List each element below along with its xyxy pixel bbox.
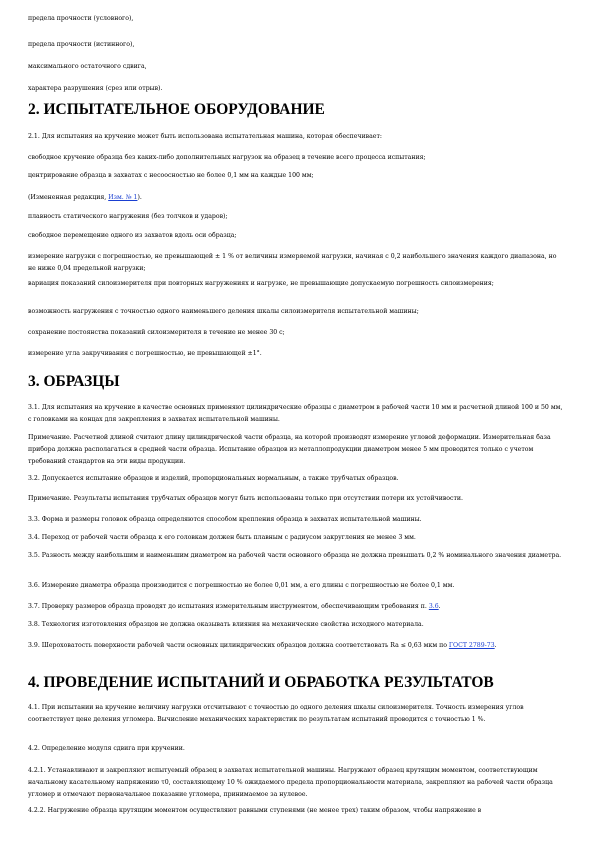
paragraph-text: ). [137, 194, 142, 201]
section-heading: 4. ПРОВЕДЕНИЕ ИСПЫТАНИЙ И ОБРАБОТКА РЕЗУЛЬТАТОВ [28, 674, 494, 691]
paragraph: 3.5. Разность между наибольшим и наименьшим диаметром на рабочей части основного образца не должна превышать 0,2 % номинального значения диаметра. [28, 552, 562, 559]
paragraph-text: . [438, 603, 441, 610]
paragraph: 3.3. Форма и размеры головок образца определяются способом крепления образца в захватах испытательной машины. [28, 516, 422, 523]
list-line: характера разрушения (срез или отрыв). [28, 85, 163, 92]
list-line: предела прочности (условного), [28, 15, 134, 22]
paragraph: центрирование образца в захватах с несоосностью не более 0,1 мм на каждые 100 мм; [28, 172, 314, 179]
paragraph: 3.1. Для испытания на кручение в качестве основных применяют цилиндрические образцы с диаметром в рабочей части 10 мм и расчетной длиной 100 и 50 мм, с головками на концах для закрепления в захватах испытательной машины. [28, 404, 563, 423]
paragraph: 3.6. Измерение диаметра образца производится с погрешностью не более 0,01 мм, а его длины с погрешностью не более 0,1 мм. [28, 582, 455, 589]
paragraph: 4.2. Определение модуля сдвига при кручении. [28, 745, 185, 752]
clause-link[interactable]: 3.6 [428, 603, 439, 610]
paragraph: 3.2. Допускается испытание образцов и изделий, пропорциональных нормальным, а также трубчатых образцов. [28, 475, 399, 482]
paragraph [28, 640, 566, 652]
paragraph: 4.2.2. Нагружение образца крутящим моментом осуществляют равными ступенями (не менее трех) таким образом, чтобы напряжение в [28, 807, 482, 814]
paragraph: 3.8. Технология изготовления образцов не должна оказывать влияния на механические свойства исходного материала. [28, 621, 424, 628]
section-heading: 2. ИСПЫТАТЕЛЬНОЕ ОБОРУДОВАНИЕ [28, 101, 325, 118]
paragraph: свободное кручение образца без каких-либо дополнительных нагрузок на образец в течение всего процесса испытания; [28, 154, 426, 161]
paragraph: 3.4. Переход от рабочей части образца к его головкам должен быть плавным с радиусом закругления не менее 3 мм. [28, 534, 416, 541]
paragraph: измерение нагрузки с погрешностью, не превышающей ± 1 % от величины измеряемой нагрузки, начиная с 0,2 наибольшего значения каждого диапазона, но не ниже 0,04 предельной нагрузки; [28, 253, 557, 272]
section-heading: 3. ОБРАЗЦЫ [28, 373, 120, 390]
paragraph [28, 192, 566, 204]
paragraph-text: . [494, 642, 497, 649]
paragraph: возможность нагружения с точностью одного наименьшего деления шкалы силоизмерителя испытательной машины; [28, 308, 419, 315]
paragraph: вариация показаний силоизмерителя при повторных нагружениях и нагрузке, не превышающие допускаемую погрешность силоизмерения; [28, 280, 494, 287]
paragraph: Примечание. Результаты испытания трубчатых образцов могут быть использованы только при отсутствии потери их устойчивости. [28, 495, 464, 502]
paragraph [28, 601, 566, 613]
paragraph: плавность статического нагружения (без толчков и ударов); [28, 213, 228, 220]
paragraph: сохранение постоянства показаний силоизмерителя в течение не менее 30 с; [28, 329, 285, 336]
paragraph-text: 3.7. Проверку размеров образца проводят до испытания измерительным инструментом, обеспечивающим требования п. [28, 603, 429, 610]
paragraph: 4.2.1. Устанавливают и закрепляют испытуемый образец в захватах испытательной машины. Нагружают образец крутящим моментом, соответствующим начальному касательному напряжению τ0, составляющему 10 % ожидаемого предела пропорциональности материала, закрепляют на рабочей части образца угломер и отмечают первоначальное показание угломера, принимаемое за нулевое. [28, 767, 553, 798]
paragraph-text: (Измененная редакция, [28, 194, 109, 201]
paragraph: измерение угла закручивания с погрешностью, не превышающей ±1°. [28, 350, 262, 357]
paragraph: 2.1. Для испытания на кручение может быть использована испытательная машина, которая обеспечивает: [28, 133, 382, 140]
paragraph: 4.1. При испытании на кручение величину нагрузки отсчитывают с точностью до одного деления шкалы силоизмерителя. Точность измерения углов соответствует цене деления угломера. Вычисление механических характеристик по результатам испытаний проводится с точностью 1 %. [28, 704, 524, 723]
paragraph-text: 3.9. Шероховатость поверхности рабочей части основных цилиндрических образцов должна соответствовать Ra ≤ 0,63 мкм по [28, 642, 449, 649]
paragraph: свободное перемещение одного из захватов вдоль оси образца; [28, 232, 237, 239]
amendment-link[interactable]: Изм. № 1 [108, 194, 138, 201]
list-line: предела прочности (истинного), [28, 41, 135, 48]
list-line: максимального остаточного сдвига, [28, 63, 147, 70]
paragraph: Примечание. Расчетной длиной считают длину цилиндрической части образца, на которой производят измерение угловой деформации. Измерительная база прибора должна располагаться в средней части образца. Испытание образцов из металлопродукции диаметром менее 5 мм проводится только с учетом требований стандартов на эти виды продукции. [28, 434, 551, 465]
standard-link[interactable]: ГОСТ 2789-73 [448, 642, 495, 649]
